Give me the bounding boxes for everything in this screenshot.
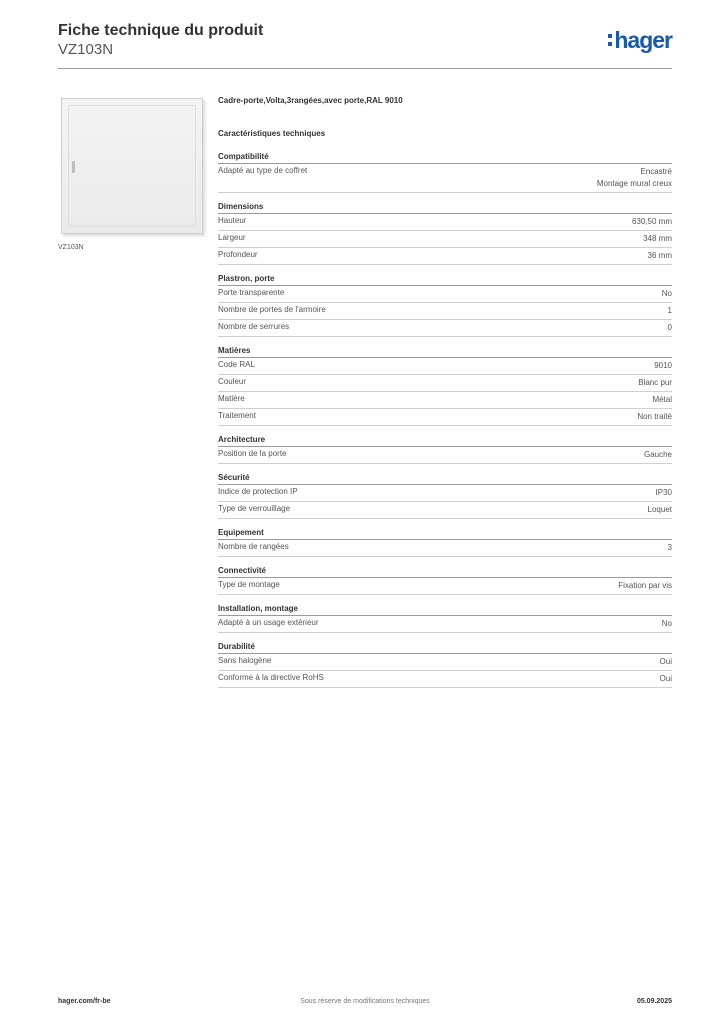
spec-value-line: No [661,289,672,298]
spec-value-line: IP30 [655,488,672,497]
spec-label: Adapté à un usage extérieur [218,618,319,627]
section-title: Connectivité [218,566,672,578]
section-title: Architecture [218,435,672,447]
spec-section [218,642,672,688]
spec-label: Porte transparente [218,288,285,297]
page-header [58,22,672,59]
spec-value-line: Blanc pur [638,378,672,387]
section-title: Dimensions [218,202,672,214]
spec-value [597,166,672,190]
section-title: Installation, montage [218,604,672,616]
spec-section [218,152,672,193]
door-handle-icon [72,161,75,173]
spec-value-line: Non traité [637,412,672,421]
spec-value [660,656,672,668]
spec-label: Position de la porte [218,449,287,458]
spec-section [218,435,672,464]
spec-label: Matière [218,394,245,403]
spec-label: Type de verrouillage [218,504,291,513]
spec-label: Nombre de portes de l'armoire [218,305,326,314]
spec-value [668,305,672,317]
spec-value [668,322,672,334]
footer-website[interactable]: hager.com/fr-be [58,998,111,1005]
spec-label: Type de montage [218,580,280,589]
spec-section [218,566,672,595]
spec-section [218,604,672,633]
spec-row [218,392,672,409]
spec-value [654,360,672,372]
spec-label: Profondeur [218,250,258,259]
spec-row [218,409,672,426]
spec-row [218,447,672,464]
spec-section [218,274,672,337]
section-title: Plastron, porte [218,274,672,286]
spec-row [218,358,672,375]
spec-heading: Caractéristiques techniques [218,129,326,138]
spec-row [218,578,672,595]
spec-value [662,618,672,630]
spec-label: Nombre de serrures [218,322,290,331]
spec-row [218,502,672,519]
spec-row [218,375,672,392]
spec-value [648,250,672,262]
door-frame-illustration [61,98,203,234]
spec-label: Nombre de rangées [218,542,289,551]
section-title: Sécurité [218,473,672,485]
spec-value-line: 3 [667,543,672,552]
spec-row [218,616,672,633]
logo-colon-icon [608,34,612,46]
spec-row [218,485,672,502]
spec-row [218,214,672,231]
spec-label: Sans halogène [218,656,272,665]
spec-value [618,580,672,592]
spec-content [218,96,672,697]
product-code: VZ103N [58,41,114,58]
spec-value [652,394,672,406]
spec-value-line: Gauche [643,450,672,459]
spec-value [644,449,672,461]
spec-value-line: 9010 [654,361,672,370]
spec-row [218,248,672,265]
spec-label: Indice de protection IP [218,487,298,496]
spec-value-line: 630,50 mm [631,217,672,226]
spec-value [648,504,672,516]
spec-value-line: 348 mm [643,234,672,243]
logo-text: hager [614,27,672,53]
section-title: Compatibilité [218,152,672,164]
hager-logo [608,28,672,52]
spec-value-line: Loquet [647,505,672,514]
product-image [58,94,203,239]
spec-sections [218,152,672,688]
spec-row [218,164,672,193]
spec-value [662,288,672,300]
spec-row [218,540,672,557]
spec-value-line: 0 [667,323,672,332]
spec-value [637,411,672,423]
spec-section [218,346,672,426]
spec-row [218,654,672,671]
spec-value-line: Métal [652,395,672,404]
spec-section [218,528,672,557]
spec-label: Largeur [218,233,246,242]
spec-row [218,671,672,688]
spec-value-line: Montage mural creux [596,179,672,188]
spec-value-line: Oui [659,657,672,666]
product-description: Cadre-porte,Volta,3rangées,avec porte,RAL 9010 [218,96,403,105]
section-title: Matières [218,346,672,358]
spec-label: Couleur [218,377,247,386]
spec-value-line: Fixation par vis [618,581,672,590]
spec-label: Traitement [218,411,256,420]
spec-label: Hauteur [218,216,247,225]
spec-row [218,231,672,248]
spec-value [656,487,672,499]
spec-value [638,377,672,389]
spec-row [218,286,672,303]
header-divider [58,68,672,69]
spec-value-line: Oui [659,674,672,683]
document-title: Fiche technique du produit [58,22,264,39]
spec-label: Conforme à la directive RoHS [218,673,324,682]
spec-row [218,320,672,337]
spec-value-line: 36 mm [647,251,672,260]
section-title: Durabilité [218,642,672,654]
spec-value-line: 1 [667,306,672,315]
image-caption: VZ103N [58,244,84,251]
spec-row [218,303,672,320]
spec-section [218,473,672,519]
spec-label: Code RAL [218,360,255,369]
footer-date: 05.09.2025 [636,998,672,1005]
spec-label: Adapté au type de coffret [218,166,308,175]
spec-value [668,542,672,554]
spec-value-line: Encastré [640,167,672,176]
footer-notice: Sous réserve de modifications techniques [300,998,430,1005]
spec-section [218,202,672,265]
section-title: Equipement [218,528,672,540]
spec-value [660,673,672,685]
spec-value [643,233,672,245]
spec-value-line: No [661,619,672,628]
spec-value [632,216,672,228]
